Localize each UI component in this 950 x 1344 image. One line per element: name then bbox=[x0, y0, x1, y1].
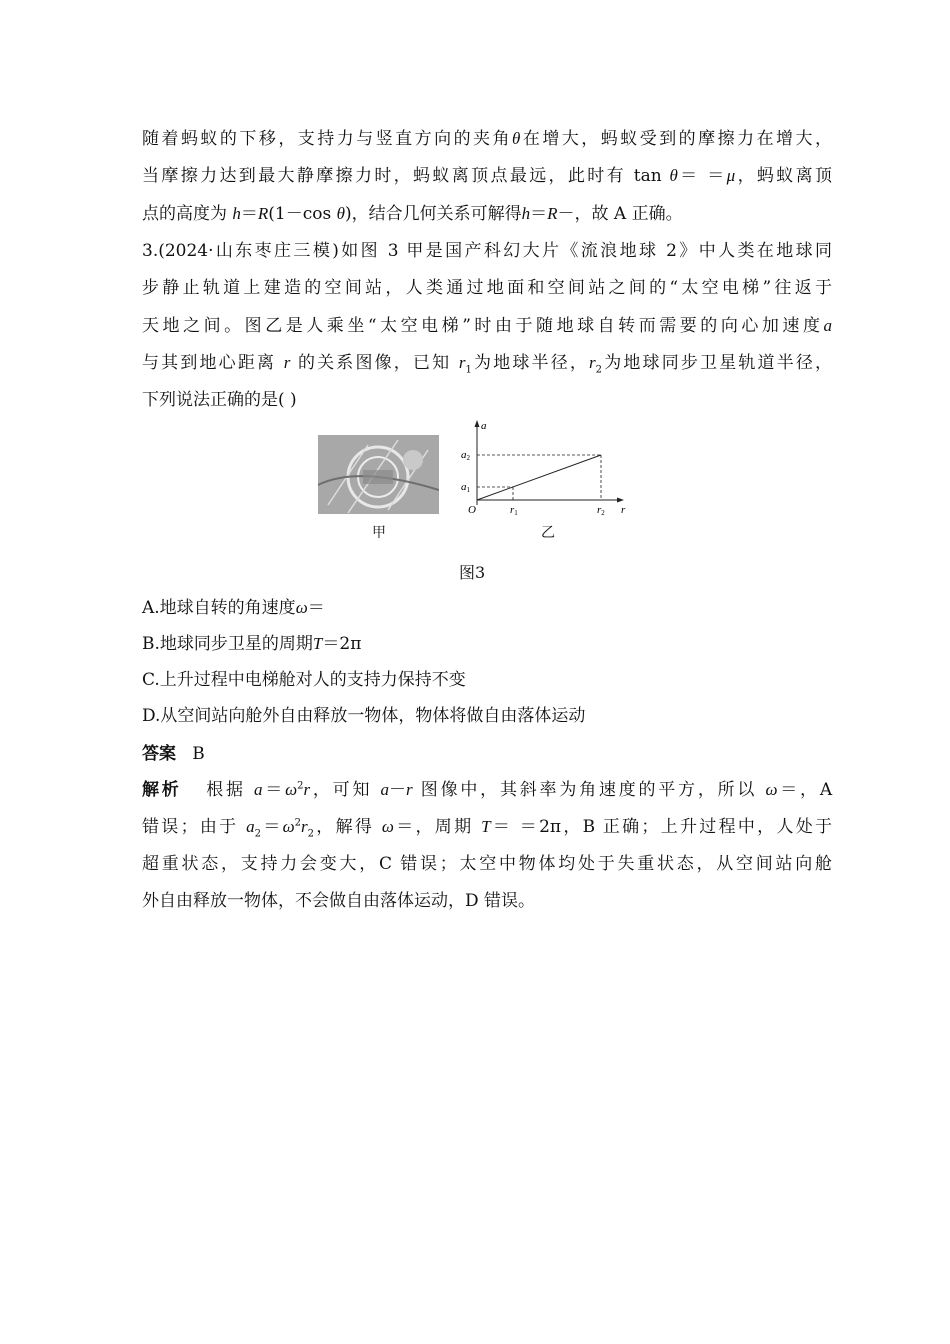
a-r-graph bbox=[460, 418, 635, 518]
solution-line-1: 随着蚂蚁的下移，支持力与竖直方向的夹角θ在增大，蚂蚁受到的摩擦力在增大， bbox=[142, 129, 833, 149]
solution-line-2: 当摩擦力达到最大静摩擦力时，蚂蚁离顶点最远，此时有 tan θ＝ ＝μ，蚂蚁离顶 bbox=[142, 166, 833, 186]
label-a1: a1 bbox=[461, 481, 470, 494]
label-a2: a2 bbox=[461, 449, 470, 462]
option-b: B.地球同步卫星的周期T＝2π bbox=[142, 634, 362, 654]
question-line-5: 下列说法正确的是( ) bbox=[142, 390, 297, 410]
data-line bbox=[477, 455, 601, 500]
question-line-2: 步静止轨道上建造的空间站，人类通过地面和空间站之间的“太空电梯”往返于 bbox=[142, 278, 832, 298]
analysis-line-3: 超重状态，支持力会变大，C 错误；太空中物体均处于失重状态，从空间站向舱 bbox=[142, 854, 832, 874]
analysis-line-4: 外自由释放一物体，不会做自由落体运动，D 错误。 bbox=[142, 891, 536, 911]
figure-caption: 图3 bbox=[459, 563, 486, 582]
label-a-axis: a bbox=[481, 420, 487, 432]
label-r2: r2 bbox=[597, 504, 605, 517]
label-r-axis: r bbox=[621, 504, 626, 516]
answer-line: 答案 B bbox=[142, 744, 205, 764]
question-line-3: 天地之间。图乙是人乘坐“太空电梯”时由于随地球自转而需要的向心加速度a bbox=[142, 316, 832, 336]
analysis-line-2: 错误；由于 $a_2=\omega^2r_2$，解得 ω＝，周期 T＝ ＝2π，B 正确；上升过程中，人处于 bbox=[142, 817, 833, 840]
label-origin: O bbox=[468, 504, 476, 516]
label-r1: r1 bbox=[510, 504, 518, 517]
analysis-line-1: 解析 根据 $a=\omega^2r$，可知 a－r 图像中，其斜率为角速度的平方，所以 ω＝，A bbox=[142, 780, 833, 800]
space-station-photo bbox=[318, 435, 439, 514]
option-c: C.上升过程中电梯舱对人的支持力保持不变 bbox=[142, 670, 466, 690]
option-a: A.地球自转的角速度ω＝ bbox=[142, 598, 325, 618]
option-d: D.从空间站向舱外自由释放一物体，物体将做自由落体运动 bbox=[142, 706, 586, 726]
question-line-4: 与其到地心距离 r 的关系图像，已知 $r_1$为地球半径，$r_2$为地球同步卫星轨道半径， bbox=[142, 353, 833, 376]
x-axis-arrow bbox=[617, 498, 624, 503]
question-line-1: 3.(2024·山东枣庄三模)如图 3 甲是国产科幻大片《流浪地球 2》中人类在地球同 bbox=[142, 241, 832, 261]
caption-yi: 乙 bbox=[541, 525, 555, 541]
solution-line-3: 点的高度为 h＝R(1－cos θ)，结合几何关系可解得h＝R－，故 A 正确。 bbox=[142, 204, 683, 224]
caption-jia: 甲 bbox=[372, 525, 386, 541]
y-axis-arrow bbox=[475, 420, 480, 427]
